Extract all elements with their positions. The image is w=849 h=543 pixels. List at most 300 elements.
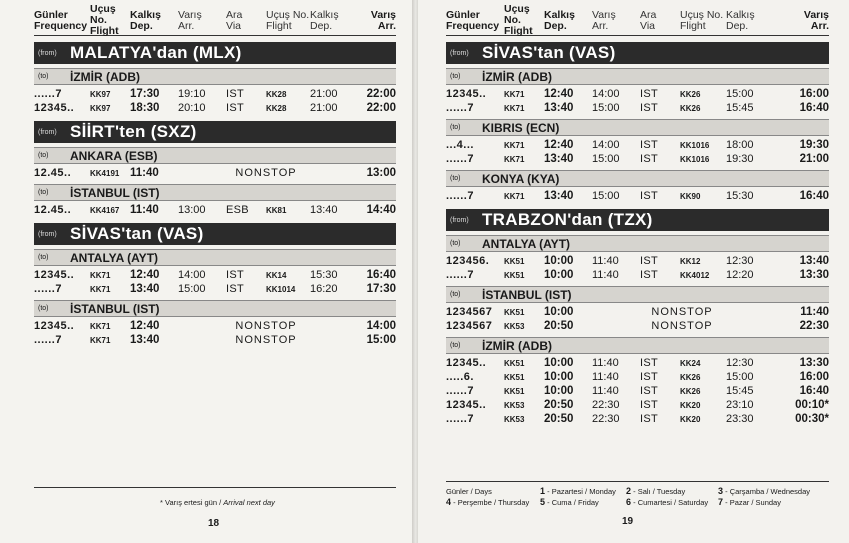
flight-row: [34, 101, 396, 115]
legend-title: Günler / Days: [446, 487, 492, 496]
cell-arr: 19:10: [178, 88, 206, 100]
cell-arr2: 16:40: [799, 385, 829, 397]
cell-freq: ......7: [446, 153, 474, 165]
cell-dep2: 12:30: [726, 357, 754, 369]
cell-flight: KK51: [504, 256, 525, 266]
legend-day-number: 7: [718, 497, 724, 507]
header-departure-tr: Kalkış: [544, 8, 575, 21]
cell-flight: KK71: [504, 191, 525, 201]
cell-dep: 13:40: [130, 334, 160, 346]
cell-via: IST: [640, 385, 659, 397]
header-flight-en: Flight: [90, 25, 119, 37]
cell-flight: KK51: [504, 358, 525, 368]
legend-day-number: 5: [540, 497, 546, 507]
legend-day-text: - Cuma / Friday: [547, 498, 599, 507]
cell-freq: .....6.: [446, 371, 474, 383]
cell-nonstop: NONSTOP: [235, 167, 297, 179]
origin-city: SİİRT'ten (SXZ): [70, 122, 197, 141]
cell-arr2: 22:30: [799, 320, 829, 332]
cell-dep: 13:40: [544, 190, 574, 202]
cell-freq: 123456.: [446, 255, 490, 267]
header-arrival2-en: Arr.: [377, 19, 396, 32]
flight-row: [446, 254, 829, 268]
cell-via: IST: [640, 399, 659, 411]
cell-arr: 11:40: [592, 385, 619, 397]
cell-via: IST: [226, 102, 245, 114]
destination-city: ANTALYA (AYT): [70, 250, 159, 265]
flight-row: [446, 319, 829, 333]
cell-nonstop: NONSTOP: [651, 306, 713, 318]
header-departure: [544, 6, 592, 35]
flight-row: [34, 333, 396, 347]
legend-day-text: - Çarşamba / Wednesday: [725, 487, 811, 496]
cell-flight: KK4191: [90, 168, 120, 178]
cell-arr: 11:40: [592, 371, 619, 383]
header-flight-en: Flight: [504, 25, 533, 37]
cell-flight: KK71: [90, 321, 111, 331]
header-flight2: [680, 6, 726, 35]
cell-dep2: 15:30: [310, 269, 338, 281]
header-arrival-tr: Varış: [592, 8, 616, 21]
cell-arr2: 16:00: [799, 371, 829, 383]
cell-arr2: 14:40: [366, 204, 396, 216]
to-label: (to): [38, 152, 49, 159]
cell-dep: 18:30: [130, 102, 160, 114]
flight-row: [34, 319, 396, 333]
cell-flight: KK71: [90, 335, 111, 345]
cell-freq: 12345..: [34, 269, 75, 281]
cell-via: IST: [640, 371, 659, 383]
legend-day-number: 1: [540, 486, 546, 496]
cell-arr: 15:00: [592, 102, 620, 114]
header-arrival2-tr: Varış: [803, 8, 829, 21]
cell-flight2: KK1014: [266, 284, 296, 294]
cell-arr2: 16:40: [799, 190, 829, 202]
destination-bar: [34, 147, 396, 164]
cell-arr2: 22:00: [366, 88, 396, 100]
footer-rule: [446, 481, 829, 482]
header-arrival2: [354, 6, 396, 35]
flight-row: [34, 166, 396, 180]
to-label: (to): [450, 73, 461, 80]
cell-dep2: 21:00: [310, 102, 338, 114]
from-label: (from): [450, 216, 469, 224]
to-label: (to): [450, 175, 461, 182]
cell-dep: 20:50: [544, 413, 574, 425]
from-label: (from): [450, 49, 469, 57]
footer-rule: [34, 487, 396, 488]
to-label: (to): [38, 305, 49, 312]
cell-arr: 14:00: [592, 139, 620, 151]
header-via: [640, 6, 680, 35]
to-label: (to): [38, 189, 49, 196]
cell-flight: KK71: [504, 89, 525, 99]
header-via-tr: Ara: [226, 8, 243, 21]
cell-nonstop: NONSTOP: [235, 320, 297, 332]
cell-arr: 20:10: [178, 102, 206, 114]
cell-flight: KK97: [90, 103, 111, 113]
cell-flight: KK51: [504, 270, 525, 280]
header-arrival2: [772, 6, 829, 35]
cell-flight: KK53: [504, 414, 525, 424]
flight-row: [34, 268, 396, 282]
cell-flight2: KK20: [680, 414, 701, 424]
cell-dep: 12:40: [544, 139, 574, 151]
cell-via: IST: [640, 88, 659, 100]
origin-banner: [446, 42, 829, 64]
cell-freq: 1234567: [446, 306, 493, 318]
cell-flight2: KK28: [266, 103, 287, 113]
origin-banner: [446, 209, 829, 231]
cell-dep: 20:50: [544, 320, 574, 332]
cell-freq: 12345..: [34, 102, 75, 114]
cell-arr: 11:40: [592, 255, 619, 267]
cell-flight2: KK81: [266, 205, 287, 215]
header-via-en: Via: [226, 19, 241, 32]
cell-arr2: 19:30: [799, 139, 829, 151]
cell-nonstop: NONSTOP: [235, 334, 297, 346]
cell-freq: 12345..: [446, 357, 487, 369]
header-flight2-tr: Uçuş No.: [680, 8, 724, 21]
footnote: [160, 498, 275, 507]
destination-city: KIBRIS (ECN): [482, 120, 560, 135]
cell-dep: 11:40: [130, 204, 159, 216]
flight-row: [34, 203, 396, 217]
origin-banner: [34, 42, 396, 64]
header-departure2: [310, 6, 354, 35]
cell-arr: 15:00: [178, 283, 206, 295]
header-flight: [504, 3, 544, 37]
legend-day-text: - Pazartesi / Monday: [547, 487, 616, 496]
header-via-tr: Ara: [640, 8, 657, 21]
origin-city: SİVAS'tan (VAS): [482, 43, 616, 62]
cell-nonstop: NONSTOP: [651, 320, 713, 332]
cell-via: IST: [640, 102, 659, 114]
cell-flight2: KK1016: [680, 140, 710, 150]
cell-arr2: 13:30: [799, 269, 829, 281]
destination-city: İZMİR (ADB): [482, 338, 552, 353]
header-departure2-tr: Kalkış: [310, 8, 339, 21]
cell-flight2: KK12: [680, 256, 701, 266]
header-departure2-tr: Kalkış: [726, 8, 755, 21]
cell-freq: ......7: [446, 102, 474, 114]
destination-city: ANKARA (ESB): [70, 148, 158, 163]
flight-row: [446, 138, 829, 152]
cell-freq: 1234567: [446, 320, 493, 332]
legend-day: [718, 497, 781, 508]
cell-arr2: 14:00: [366, 320, 396, 332]
cell-freq: 12345..: [446, 88, 487, 100]
header-flight2-en: Flight: [680, 19, 706, 32]
legend-day-number: 3: [718, 486, 724, 496]
legend-day-number: 6: [626, 497, 632, 507]
cell-arr2: 00:10*: [795, 399, 829, 411]
destination-bar: [446, 235, 829, 252]
cell-flight: KK4167: [90, 205, 120, 215]
cell-arr2: 15:00: [366, 334, 396, 346]
destination-city: İZMİR (ADB): [70, 69, 140, 84]
cell-dep: 11:40: [130, 167, 159, 179]
legend-day: [540, 497, 599, 508]
cell-via: IST: [640, 139, 659, 151]
cell-flight2: KK1016: [680, 154, 710, 164]
destination-bar: [446, 170, 829, 187]
cell-flight2: KK90: [680, 191, 701, 201]
header-arrival-en: Arr.: [178, 19, 195, 32]
cell-flight2: KK26: [680, 103, 701, 113]
right-page: [418, 0, 849, 543]
page-number-left: 18: [208, 518, 220, 529]
header-arrival-tr: Varış: [178, 8, 202, 21]
left-page-content: [34, 3, 396, 347]
cell-freq: ......7: [446, 413, 474, 425]
header-departure2: [726, 6, 772, 35]
destination-bar: [446, 119, 829, 136]
cell-dep: 12:40: [130, 269, 160, 281]
cell-flight2: KK4012: [680, 270, 710, 280]
origin-city: TRABZON'dan (TZX): [482, 210, 653, 229]
cell-flight2: KK20: [680, 400, 701, 410]
header-departure: [130, 6, 178, 35]
to-label: (to): [450, 240, 461, 247]
cell-flight2: KK28: [266, 89, 287, 99]
cell-via: IST: [640, 357, 659, 369]
destination-bar: [34, 184, 396, 201]
header-departure2-en: Dep.: [310, 19, 333, 32]
cell-flight2: KK14: [266, 270, 287, 280]
destination-city: İSTANBUL (IST): [70, 185, 160, 200]
legend-day-text: - Salı / Tuesday: [633, 487, 686, 496]
header-flight2: [266, 6, 310, 35]
origin-city: MALATYA'dan (MLX): [70, 43, 242, 62]
cell-dep2: 23:10: [726, 399, 754, 411]
cell-arr2: 13:00: [366, 167, 396, 179]
cell-arr: 22:30: [592, 399, 620, 411]
flight-row: [34, 87, 396, 101]
destination-city: İZMİR (ADB): [482, 69, 552, 84]
header-flight-tr: Uçuş No.: [504, 3, 530, 26]
cell-dep2: 13:40: [310, 204, 338, 216]
cell-freq: 12345..: [446, 399, 487, 411]
cell-arr2: 13:30: [799, 357, 829, 369]
cell-dep: 10:00: [544, 306, 574, 318]
page-number-right: 19: [622, 516, 634, 527]
destination-city: İSTANBUL (IST): [482, 287, 572, 302]
cell-via: IST: [226, 88, 245, 100]
cell-flight: KK71: [90, 270, 111, 280]
header-departure-en: Dep.: [544, 19, 567, 32]
origin-banner: [34, 121, 396, 143]
from-label: (from): [38, 49, 57, 57]
legend-day: [626, 486, 685, 497]
cell-freq: ......7: [446, 385, 474, 397]
cell-dep2: 15:45: [726, 385, 754, 397]
cell-freq: ...4...: [446, 139, 474, 151]
cell-freq: 12.45..: [34, 204, 72, 216]
header-frequency: [34, 6, 90, 35]
cell-freq: ......7: [34, 334, 62, 346]
cell-arr2: 21:00: [799, 153, 829, 165]
cell-arr2: 16:40: [366, 269, 396, 281]
cell-arr: 11:40: [592, 269, 619, 281]
header-arrival2-tr: Varış: [370, 8, 396, 21]
header-flight2-tr: Uçuş No.: [266, 8, 310, 21]
cell-arr: 15:00: [592, 153, 620, 165]
legend-day-number: 2: [626, 486, 632, 496]
cell-via: IST: [226, 283, 245, 295]
cell-arr2: 16:40: [799, 102, 829, 114]
cell-dep2: 15:30: [726, 190, 754, 202]
to-label: (to): [450, 342, 461, 349]
cell-dep2: 15:00: [726, 371, 754, 383]
legend-day: [446, 497, 529, 508]
cell-arr: 14:00: [178, 269, 206, 281]
flight-row: [34, 282, 396, 296]
destination-bar: [34, 300, 396, 317]
cell-dep: 12:40: [130, 320, 160, 332]
flight-row: [446, 356, 829, 370]
legend-day: [626, 497, 708, 508]
cell-flight: KK97: [90, 89, 111, 99]
cell-freq: ......7: [446, 269, 474, 281]
cell-dep2: 23:30: [726, 413, 754, 425]
cell-dep: 10:00: [544, 255, 574, 267]
cell-arr: 11:40: [592, 357, 619, 369]
cell-dep2: 15:00: [726, 88, 754, 100]
cell-arr2: 00:30*: [795, 413, 829, 425]
cell-via: IST: [640, 190, 659, 202]
cell-arr2: 16:00: [799, 88, 829, 100]
column-header: [34, 3, 396, 37]
cell-freq: 12345..: [34, 320, 75, 332]
destination-bar: [446, 337, 829, 354]
from-label: (from): [38, 128, 57, 136]
header-flight-tr: Uçuş No.: [90, 3, 116, 26]
cell-via: IST: [640, 413, 659, 425]
header-departure2-en: Dep.: [726, 19, 749, 32]
cell-arr2: 11:40: [800, 306, 829, 318]
cell-dep2: 18:00: [726, 139, 754, 151]
cell-dep2: 15:45: [726, 102, 754, 114]
flight-row: [446, 152, 829, 166]
cell-flight: KK53: [504, 400, 525, 410]
flight-row: [446, 189, 829, 203]
header-frequency-tr: Günler: [446, 8, 480, 21]
from-label: (from): [38, 230, 57, 238]
cell-flight: KK51: [504, 386, 525, 396]
cell-flight: KK53: [504, 321, 525, 331]
cell-dep2: 19:30: [726, 153, 754, 165]
cell-arr: 13:00: [178, 204, 206, 216]
cell-flight2: KK26: [680, 372, 701, 382]
legend-day-text: - Cumartesi / Saturday: [633, 498, 709, 507]
header-arrival: [178, 6, 226, 35]
flight-row: [446, 268, 829, 282]
destination-bar: [446, 68, 829, 85]
cell-arr: 14:00: [592, 88, 620, 100]
cell-dep: 10:00: [544, 371, 574, 383]
cell-dep: 20:50: [544, 399, 574, 411]
flight-row: [446, 305, 829, 319]
cell-dep: 13:40: [130, 283, 160, 295]
column-header: [446, 3, 829, 37]
cell-dep2: 16:20: [310, 283, 338, 295]
header-arrival: [592, 6, 640, 35]
to-label: (to): [450, 291, 461, 298]
header-frequency-en: Frequency: [34, 19, 88, 32]
header-frequency-tr: Günler: [34, 8, 68, 21]
legend-day: [718, 486, 810, 497]
cell-freq: 12.45..: [34, 167, 72, 179]
footnote-tr: Varış ertesi gün /: [165, 498, 222, 507]
legend-day-text: - Perşembe / Thursday: [453, 498, 530, 507]
footnote-en: Arrival next day: [223, 498, 275, 507]
to-label: (to): [450, 124, 461, 131]
destination-city: ANTALYA (AYT): [482, 236, 571, 251]
destination-bar: [446, 286, 829, 303]
flight-row: [446, 101, 829, 115]
flight-row: [446, 370, 829, 384]
header-via-en: Via: [640, 19, 655, 32]
to-label: (to): [38, 73, 49, 80]
header-flight2-en: Flight: [266, 19, 292, 32]
cell-arr2: 22:00: [366, 102, 396, 114]
cell-via: ESB: [226, 204, 249, 216]
cell-arr: 22:30: [592, 413, 620, 425]
header-frequency: [446, 6, 504, 35]
cell-flight: KK51: [504, 372, 525, 382]
cell-flight2: KK26: [680, 89, 701, 99]
header-via: [226, 6, 266, 35]
right-page-content: [446, 3, 829, 426]
cell-arr: 15:00: [592, 190, 620, 202]
cell-dep: 17:30: [130, 88, 160, 100]
cell-dep: 10:00: [544, 357, 574, 369]
cell-freq: ......7: [34, 88, 62, 100]
cell-dep2: 12:20: [726, 269, 754, 281]
cell-dep: 10:00: [544, 269, 574, 281]
cell-via: IST: [226, 269, 245, 281]
header-arrival2-en: Arr.: [810, 19, 829, 32]
cell-flight: KK51: [504, 307, 525, 317]
destination-city: İSTANBUL (IST): [70, 301, 160, 316]
footnote-star: *: [160, 498, 163, 507]
cell-via: IST: [640, 255, 659, 267]
destination-bar: [34, 249, 396, 266]
flight-row: [446, 398, 829, 412]
cell-dep: 13:40: [544, 153, 574, 165]
legend-day: [540, 486, 616, 497]
legend-day-number: 4: [446, 497, 452, 507]
destination-bar: [34, 68, 396, 85]
cell-dep: 12:40: [544, 88, 574, 100]
origin-banner: [34, 223, 396, 245]
cell-flight2: KK26: [680, 386, 701, 396]
flight-row: [446, 384, 829, 398]
cell-flight: KK71: [504, 140, 525, 150]
cell-via: IST: [640, 153, 659, 165]
cell-flight: KK71: [90, 284, 111, 294]
header-frequency-en: Frequency: [446, 19, 500, 32]
cell-arr2: 17:30: [366, 283, 396, 295]
cell-flight: KK71: [504, 103, 525, 113]
flight-row: [446, 412, 829, 426]
left-page: [0, 0, 414, 543]
header-departure-en: Dep.: [130, 19, 153, 32]
cell-dep2: 21:00: [310, 88, 338, 100]
to-label: (to): [38, 254, 49, 261]
legend-day-text: - Pazar / Sunday: [725, 498, 781, 507]
